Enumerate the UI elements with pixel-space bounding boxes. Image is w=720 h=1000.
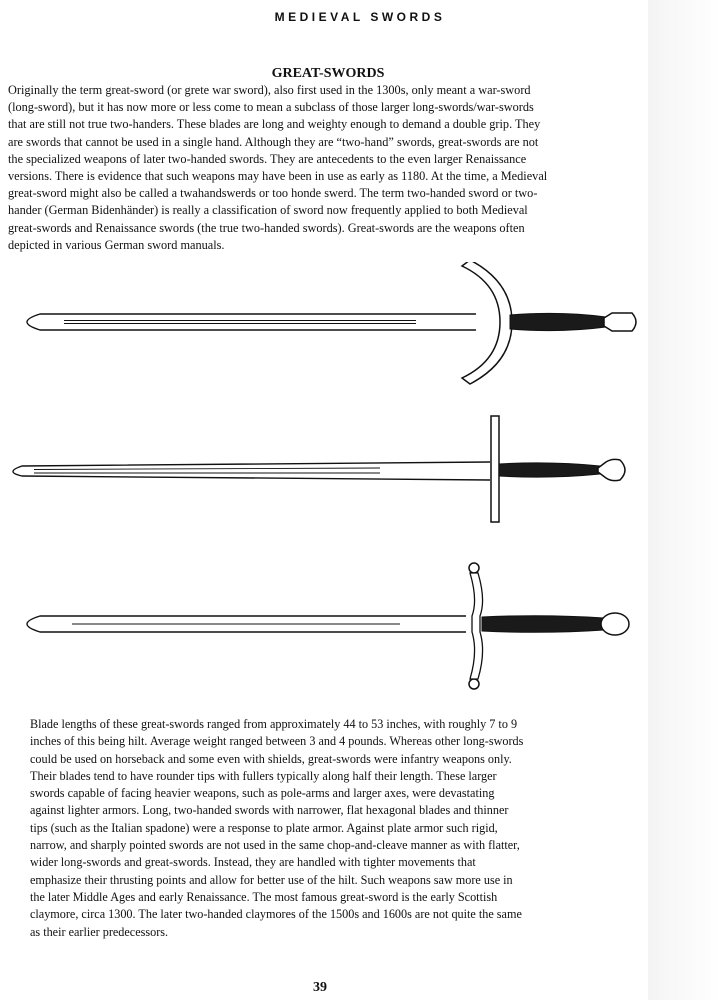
text-line: versions. There is evidence that such weapons may have been in use as early as 1180. At the time, a Medieval <box>8 169 548 184</box>
details-paragraph <box>30 716 630 941</box>
text-line: narrow, and sharply pointed swords are not used in the same chop-and-cleave manner as with flatter, <box>30 838 520 853</box>
crossguard-ring-top <box>469 563 479 573</box>
text-line: the specialized weapons of later two-handed swords. They are antecedents to the even larger Renaissance <box>8 151 527 166</box>
text-line: Their blades tend to have rounder tips with fullers typically along half their length. These larger <box>30 768 497 783</box>
text-line: emphasize their thrusting points and allow for better use of the hilt. Such weapons saw more use in <box>30 872 513 887</box>
page-edge-shadow <box>648 0 720 1000</box>
text-line: great-swords and Renaissance swords (the true two-handed swords). Great-swords are the weapons often <box>8 220 525 235</box>
running-head: MEDIEVAL SWORDS <box>274 10 446 24</box>
sword-blade <box>27 616 466 632</box>
text-line: Blade lengths of these great-swords ranged from approximately 44 to 53 inches, with roughly 7 to 9 <box>30 717 518 731</box>
text-line: as their earlier predecessors. <box>30 924 169 939</box>
sword-illustration-curved-guard <box>0 262 648 392</box>
sword-grip <box>482 616 604 633</box>
section-title: GREAT-SWORDS <box>271 66 385 81</box>
pommel <box>604 313 636 331</box>
text-line: the later Middle Ages and early Renaissance. The most famous great-sword is the early Scottish <box>30 889 498 904</box>
text-line: hander (German Bidenhänder) is really a classification of sword now frequently applied to both Medieval <box>8 203 528 218</box>
text-line: are swords that cannot be used in a single hand. Although they are “two-hand” swords, great-swords are not <box>8 134 539 149</box>
crossguard <box>491 416 499 522</box>
text-line: Originally the term great-sword (or grete war sword), also first used in the 1300s, only meant a war-sword <box>8 83 531 97</box>
sword-blade <box>27 314 476 330</box>
sword-illustration-straight-guard <box>0 410 648 540</box>
pommel <box>601 613 629 635</box>
sword-illustration-ring-guard <box>0 560 648 700</box>
sword-grip <box>499 463 600 477</box>
text-line: against lighter armors. Long, two-handed swords with narrower, flat hexagonal blades and thinner <box>30 803 509 818</box>
sword-grip <box>510 313 606 330</box>
text-line: tips (such as the Italian spadone) were a response to plate armor. Against plate armor such rigid, <box>30 820 498 835</box>
text-line: swords capable of facing heavier weapons, such as pole-arms and larger axes, were devastating <box>30 786 495 801</box>
pommel <box>598 459 625 480</box>
text-line: wider long-swords and great-swords. Instead, they are handled with tighter movements that <box>30 855 476 870</box>
crossguard <box>462 262 512 384</box>
page-number: 39 <box>313 980 327 995</box>
crossguard-ring-bottom <box>469 679 479 689</box>
text-line: great-sword might also be called a twahandswerds or too honde swerd. The term two-handed sword or two- <box>8 186 538 201</box>
text-line: depicted in various German sword manuals. <box>8 237 225 252</box>
text-line: inches of this being hilt. Average weight ranged between 3 and 4 pounds. Whereas other long-swords <box>30 734 524 749</box>
text-line: (long-sword), but it has now more or less come to mean a subclass of those larger long-swords/war-swords <box>8 100 534 115</box>
text-line: could be used on horseback and some even with shields, great-swords were infantry weapons only. <box>30 751 512 766</box>
crossguard <box>470 573 483 679</box>
text-line: claymore, circa 1300. The later two-handed claymores of the 1500s and 1600s are not quite the same <box>30 907 522 922</box>
intro-paragraph <box>8 82 640 254</box>
sword-blade <box>13 462 490 480</box>
text-line: that are still not true two-handers. These blades are long and weighty enough to demand a double grip. They <box>8 117 541 132</box>
